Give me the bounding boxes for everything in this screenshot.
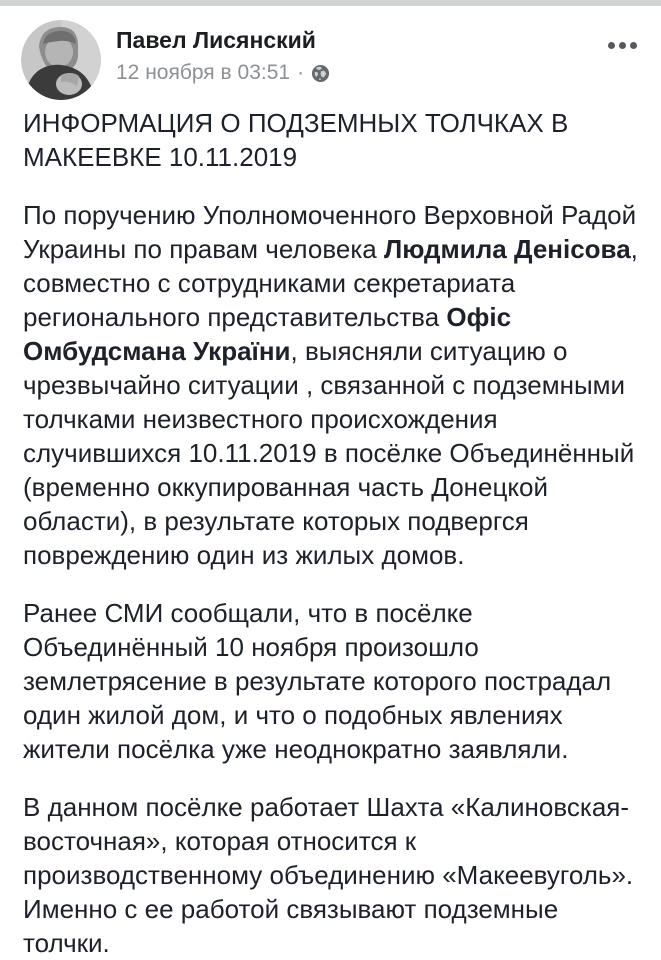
author-name[interactable]: Павел Лисянский	[116, 27, 316, 53]
profile-photo	[21, 20, 101, 100]
author-block	[116, 20, 330, 85]
post-body	[0, 100, 661, 960]
avatar[interactable]	[21, 20, 101, 100]
post-paragraph-3: В данном посёлке работает Шахта «Калиновская-восточная», которая относится к производственному объединению «Макеевуголь». Именно с ее работой связывают подземные толчки.	[23, 792, 634, 958]
meta-separator: ·	[297, 60, 305, 84]
post-title: ИНФОРМАЦИЯ О ПОДЗЕМНЫХ ТОЛЧКАХ В МАКЕЕВКЕ 10.11.2019	[23, 108, 569, 172]
post-options-button[interactable]	[600, 20, 641, 57]
globe-icon	[311, 64, 330, 83]
text-segment: По поручению Уполномоченного Верховной Радой Украины по правам человека	[23, 200, 637, 264]
text-segment: , выясняли ситуацию о чрезвычайно ситуации , связанной с подземными толчками неизвестного происхождения случившихся 10.11.2019 в посёлке Объединённый (временно оккупированная часть Донецкой области), в результате которых подвергся повреждению один из жилых домов.	[23, 336, 635, 570]
text-segment: , совместно с сотрудниками секретариата регионального представительства	[23, 234, 638, 332]
post-paragraph-2: Ранее СМИ сообщали, что в посёлке Объединённый 10 ноября произошло землетрясение в результате которого пострадал один жилой дом, и что о подобных явлениях жители посёлка уже неоднократно заявляли.	[23, 598, 612, 764]
timestamp[interactable]: 12 ноября в 03:51	[116, 60, 291, 84]
post-paragraph-1	[23, 198, 648, 572]
post-meta	[116, 61, 330, 85]
bold-office-name: Офіс Омбудсмана України	[23, 302, 512, 366]
ellipsis-icon	[608, 42, 637, 49]
post-header	[0, 6, 661, 100]
bold-person-name: Людмила Денісова	[383, 234, 631, 264]
